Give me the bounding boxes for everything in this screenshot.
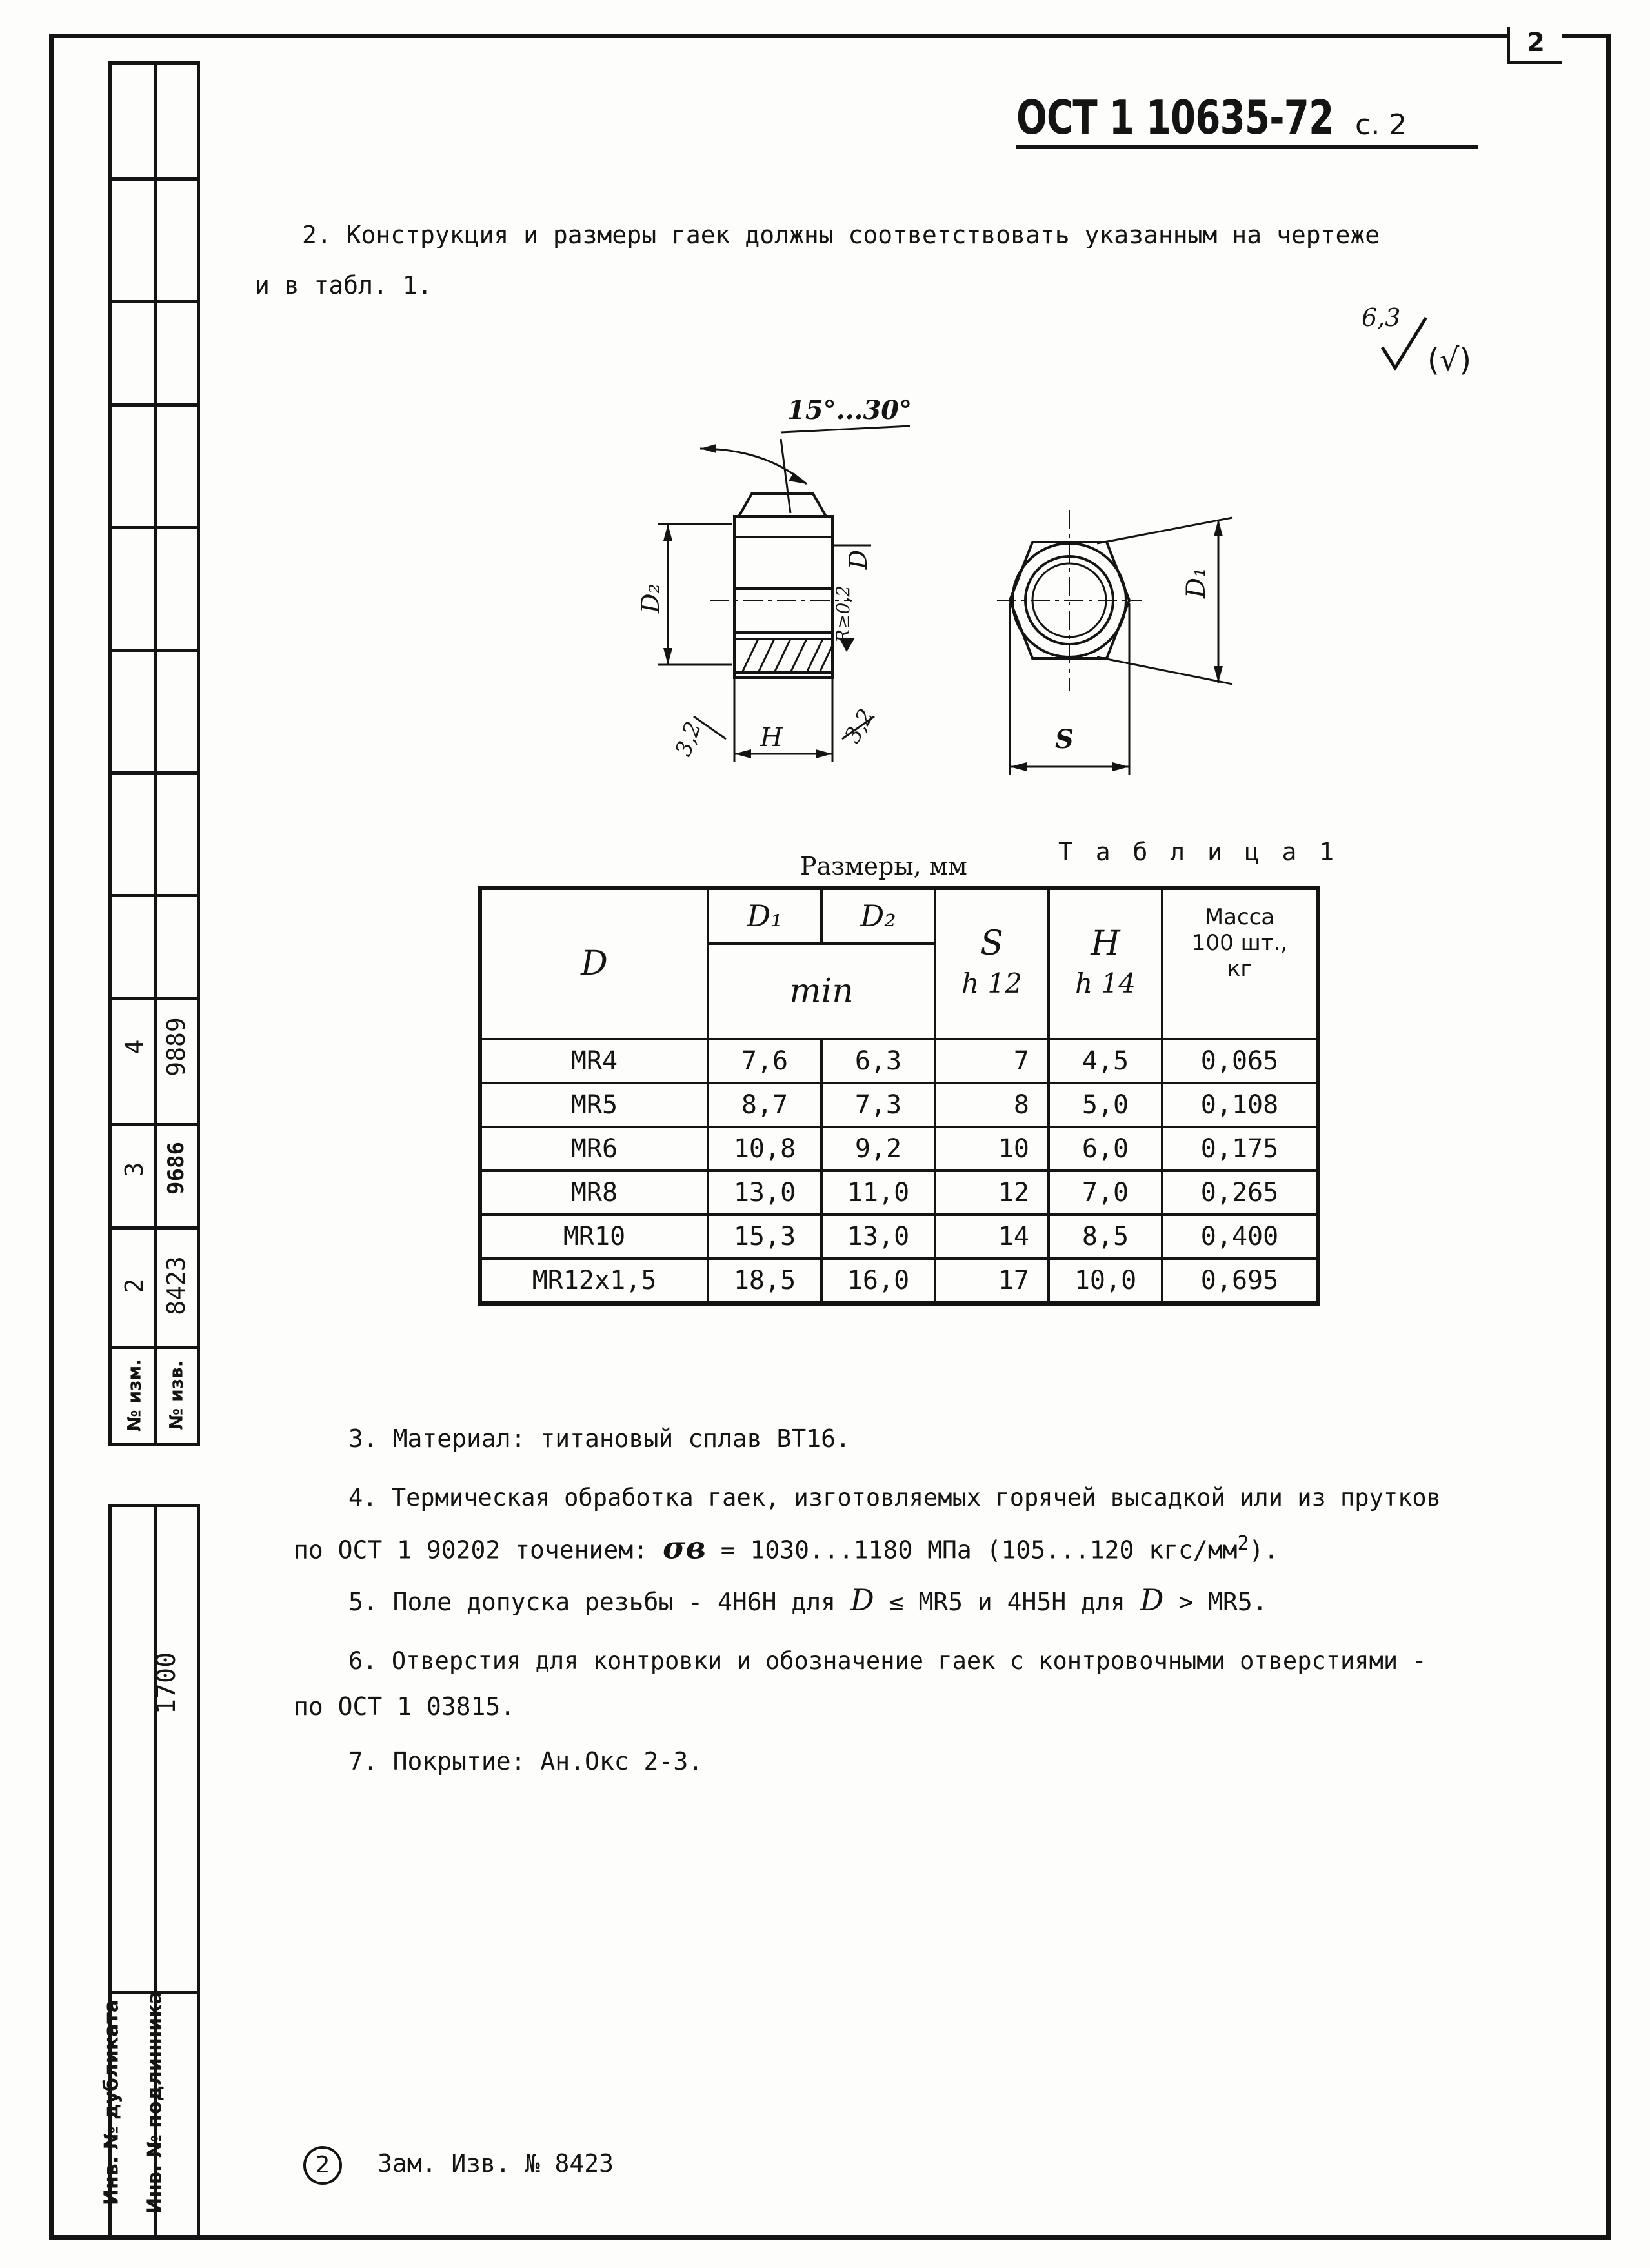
page-number: 2 [1507,27,1562,64]
header-s: S h 12 [935,888,1049,1039]
header-d1: D₁ [708,888,821,944]
d1-label: D₁ [1182,567,1212,599]
table-row: MR12x1,5 18,5 16,0 17 10,0 0,695 [480,1259,1318,1304]
para2-line2: и в табл. 1. [255,271,432,299]
d2-label: D₂ [636,583,665,613]
table-row: MR10 15,3 13,0 14 8,5 0,400 [480,1215,1318,1259]
d-label: D [844,549,873,570]
header-h: H h 14 [1049,888,1162,1039]
table-units: Размеры, мм [800,852,967,880]
duplicate-inventory-label: Инв. № дубликата [100,1999,123,2206]
notice-number: 9889 [162,1017,190,1077]
chamfer-left-label: 3,2 [670,718,707,760]
para4-line2: по ОСТ 1 90202 точением: σв = 1030...1180 МПа (105...120 кгс/$мм^2$). [294,1530,1279,1566]
change-circle-icon: 2 [303,2146,342,2185]
para6-line1: 6. Отверстия для контровки и обозначение гаек с контровочными отверстиями - [348,1647,1427,1675]
header-d2: D₂ [821,888,935,944]
para7: 7. Покрытие: Ан.Окс 2-3. [348,1747,703,1776]
change-number: 4 [120,1039,148,1055]
para4-line1: 4. Термическая обработка гаек, изготовляемых горячей высадкой или из прутков [348,1484,1441,1512]
document-code: ОСТ 1 10635-72 [1016,90,1334,145]
para6-line2: по ОСТ 1 03815. [294,1692,516,1721]
table-row: MR8 13,0 11,0 12 7,0 0,265 [480,1171,1318,1215]
h-label: H [760,723,783,753]
original-inventory-number: 1700 [152,1652,181,1715]
para3: 3. Материал: титановый сплав ВТ16. [348,1424,850,1453]
roughness-symbol [1362,303,1491,387]
original-inventory-label: Инв. № подлинника [143,1991,166,2214]
table-row: MR5 8,7 7,3 8 5,0 0,108 [480,1083,1318,1127]
table-row: MR4 7,6 6,3 7 4,5 0,065 [480,1039,1318,1083]
notice-number: 9686 [163,1142,189,1195]
dimensions-table [478,886,1320,1306]
side-view-chamfer [739,494,826,516]
page-label: с. 2 [1355,108,1407,141]
header-mass: Масса 100 шт., кг [1162,888,1318,1039]
change-log-stamp [108,61,200,1446]
chamfer-right-label: 3,2 [840,704,880,748]
s-label: S [1055,724,1074,754]
change-label: № изм. [123,1359,145,1432]
radius-label: R≥0,2 [832,585,854,643]
footnote-text: Зам. Изв. № 8423 [377,2149,614,2178]
para2-line1: 2. Конструкция и размеры гаек должны соответствовать указанным на чертеже [302,221,1380,249]
header-underline [1016,145,1478,149]
angle-label: 15°...30° [787,395,912,425]
inventory-stamp [100,1504,200,2240]
roughness-value: 6,3 [1362,303,1401,332]
nut-drawing [619,381,1265,794]
notice-label: № изв. [165,1360,187,1430]
roughness-bracket: (√) [1427,342,1472,378]
para5: 5. Поле допуска резьбы - 4Н6Н для D ≤ MR5 и 4Н5Н для D > MR5. [348,1583,1267,1617]
notice-number: 8423 [162,1256,190,1315]
header-min: min [708,944,935,1039]
header-d: D [480,888,709,1039]
change-number: 2 [120,1278,148,1293]
table-label: Т а б л и ц а 1 [1058,838,1338,866]
table-row: MR6 10,8 9,2 10 6,0 0,175 [480,1127,1318,1171]
change-number: 3 [120,1162,148,1177]
